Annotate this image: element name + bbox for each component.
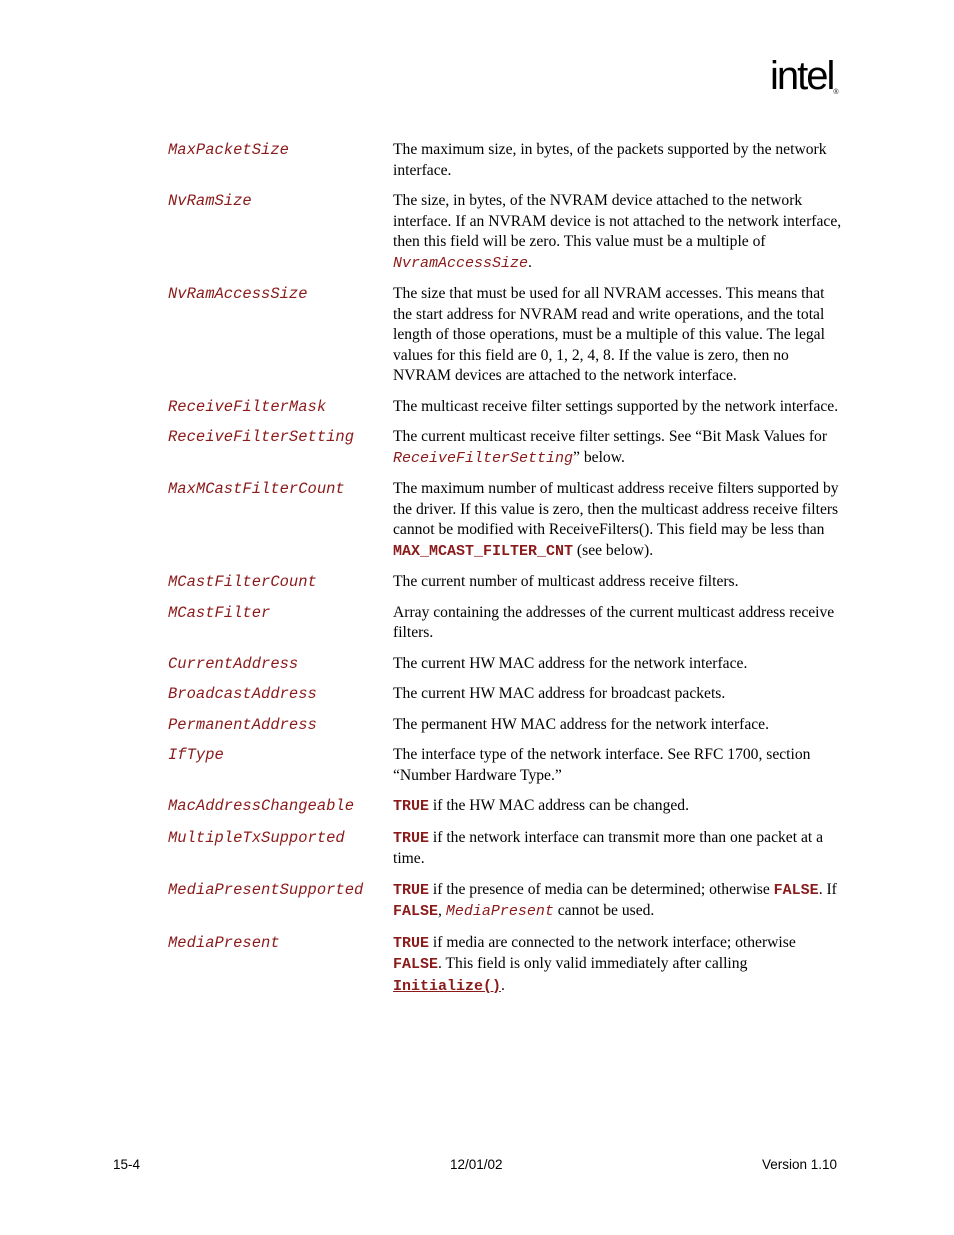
description-text: , [438,902,446,919]
field-name: IfType [168,746,224,764]
field-name: NvRamSize [168,192,252,210]
description-text: . If [818,880,837,898]
description-text: ” below. [573,448,625,466]
definition-row [168,284,848,387]
description-text: (see below). [573,541,654,559]
field-description [393,140,843,181]
document-version: Version 1.10 [762,1157,838,1172]
description-text: The maximum number of multicast address receive filters supported by the driver. If this value is zero, then the multicast address receive filters cannot be modified with ReceiveFilters(). This field may be less than [393,480,839,538]
description-text: The current multicast receive filter settings. See “Bit Mask Values for [393,428,828,445]
definition-row [168,880,848,923]
registered-mark: ® [833,89,839,96]
code-token: TRUE [393,934,430,952]
description-text: if the presence of media can be determined; otherwise [429,880,774,898]
definition-list [168,140,848,1007]
description-text: The size, in bytes, of the NVRAM device attached to the network interface. If an NVRAM device is not attached to the network interface, then this field will be zero. This value must be a multiple of [393,192,842,250]
code-token: TRUE [393,881,430,899]
field-name: ReceiveFilterMask [168,397,327,416]
field-description [393,684,843,705]
description-text: if the HW MAC address can be changed. [429,797,689,814]
field-description [393,397,843,418]
field-description [393,654,843,675]
description-text: The interface type of the network interface. See RFC 1700, section “Number Hardware Type.” [393,746,811,784]
definition-row [168,603,848,644]
definition-row [168,684,848,705]
description-text: if media are connected to the network interface; otherwise [429,933,796,951]
field-name: NvRamAccessSize [168,285,308,303]
intel-logo [770,56,839,96]
field-name: MaxMCastFilterCount [168,480,345,498]
definition-row [168,933,848,998]
code-token: TRUE [393,829,430,847]
definition-row [168,479,848,562]
description-text: . [528,253,532,271]
field-description [393,796,843,818]
code-token: NvramAccessSize [393,254,529,272]
field-description [393,572,843,593]
description-text: Array containing the addresses of the current multicast address receive filters. [393,603,835,641]
field-description [393,828,843,870]
field-description [393,933,843,998]
field-name: BroadcastAddress [168,685,317,703]
definition-row [168,140,848,181]
definition-row [168,191,848,274]
field-name: MediaPresent [168,933,280,952]
description-text: . [501,976,505,994]
field-name: MCastFilter [168,603,271,622]
description-text: if the network interface can transmit more than one packet at a time. [393,828,824,867]
field-description [393,284,843,387]
field-description [393,603,843,644]
function-link[interactable]: Initialize() [393,977,502,995]
field-name: CurrentAddress [168,654,299,673]
definition-row [168,796,848,818]
logo-text: intel [770,54,834,98]
field-name: ReceiveFilterSetting [168,428,355,446]
field-description [393,191,843,274]
description-text: The size that must be used for all NVRAM accesses. This means that the start address for NVRAM read and write operations, and the total length of those operations, must be a multiple of this value. The legal values for this field are 0, 1, 2, 4, 8. If the value is zero, then no NVRAM devices are attached to the network interface. [393,285,825,384]
field-description [393,880,843,923]
field-description [393,745,843,786]
definition-row [168,427,848,469]
field-description [393,427,843,469]
code-token: FALSE [393,903,439,920]
definition-row [168,745,848,786]
field-name: MCastFilterCount [168,573,317,591]
definition-row [168,397,848,418]
code-token: MAX_MCAST_FILTER_CNT [393,542,574,560]
page-number: 15-4 [113,1157,141,1172]
definition-row [168,828,848,870]
description-text: The current HW MAC address for broadcast packets. [393,685,726,702]
field-name: MediaPresentSupported [168,880,364,899]
code-token: FALSE [773,881,819,899]
code-token: MediaPresent [445,903,554,920]
document-date: 12/01/02 [450,1157,503,1172]
field-name: MacAddressChangeable [168,797,355,815]
field-name: MultipleTxSupported [168,828,345,847]
field-description [393,715,843,736]
description-text: The maximum size, in bytes, of the packets supported by the network interface. [393,141,827,179]
description-text: The current HW MAC address for the network interface. [393,654,748,672]
definition-row [168,654,848,675]
definition-row [168,715,848,736]
code-token: FALSE [393,956,439,973]
description-text: The multicast receive filter settings supported by the network interface. [393,397,839,415]
field-name: MaxPacketSize [168,141,289,159]
definition-row [168,572,848,593]
code-token: ReceiveFilterSetting [393,449,574,467]
description-text: The permanent HW MAC address for the network interface. [393,715,769,733]
description-text: . This field is only valid immediately after calling [438,955,748,972]
code-token: TRUE [393,798,430,815]
field-name: PermanentAddress [168,715,317,734]
field-description [393,479,843,562]
description-text: The current number of multicast address receive filters. [393,573,739,590]
description-text: cannot be used. [553,902,655,919]
